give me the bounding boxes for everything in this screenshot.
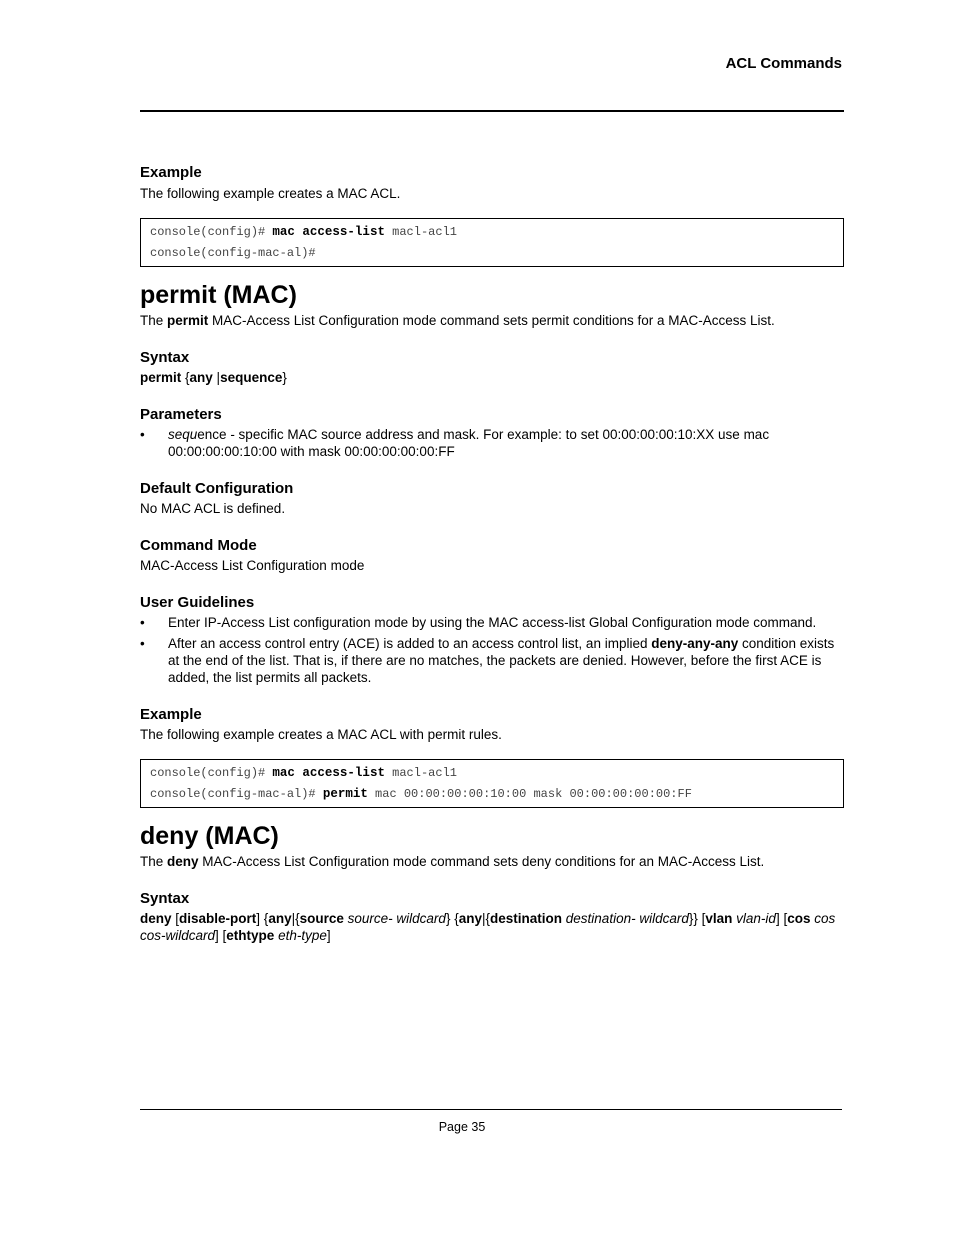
page-number: Page 35 [438, 1120, 486, 1134]
deny-intro: The deny MAC-Access List Configuration mode command sets deny conditions for an MAC-Access List. [140, 854, 765, 869]
example-heading: Example [140, 164, 202, 181]
syntax-heading: Syntax [140, 349, 190, 366]
deny-mac-title: deny (MAC) [140, 822, 279, 850]
code-line: console(config)# mac access-list macl-acl1 [150, 225, 457, 239]
code-line: console(config-mac-al)# [150, 246, 316, 260]
list-item: • Enter IP-Access List configuration mode by using the MAC access-list Global Configuration mode command. [140, 615, 817, 630]
running-header: ACL Commands [725, 55, 842, 72]
code-block [140, 759, 844, 808]
code-line: console(config)# mac access-list macl-acl1 [150, 766, 457, 780]
code-line: console(config-mac-al)# permit mac 00:00:00:00:10:00 mask 00:00:00:00:00:FF [150, 787, 692, 801]
code-block [140, 218, 844, 267]
page-content [140, 163, 844, 944]
example-description: The following example creates a MAC ACL. [140, 186, 401, 201]
default-configuration-heading: Default Configuration [140, 480, 294, 497]
permit-syntax: permit {any |sequence} [140, 370, 287, 385]
footer-divider [140, 1109, 842, 1110]
example-heading: Example [140, 706, 202, 723]
command-mode-heading: Command Mode [140, 537, 257, 554]
user-guidelines-heading: User Guidelines [140, 594, 255, 611]
parameters-heading: Parameters [140, 406, 222, 423]
parameters-list [140, 426, 844, 460]
permit-intro: The permit MAC-Access List Configuration mode command sets permit conditions for a MAC-Access List. [140, 313, 775, 328]
list-item: • After an access control entry (ACE) is added to an access control list, an implied deny-any-any condition exists at the end of the list. That is, if there are no matches, the packets are denied. However, before the first ACE is added, the list permits all packets. [140, 636, 835, 685]
user-guidelines-list [140, 614, 844, 686]
example-description: The following example creates a MAC ACL with permit rules. [140, 727, 502, 742]
default-configuration-text: No MAC ACL is defined. [140, 501, 286, 516]
deny-syntax: deny [disable-port] {any|{source source- wildcard} {any|{destination destination- wildcard}} [vlan vlan-id] [cos cos cos-wildcard] [ethtype eth-type] [140, 911, 836, 943]
permit-mac-title: permit (MAC) [140, 281, 297, 309]
list-item: • sequence - specific MAC source address and mask. For example: to set 00:00:00:00:10:XX use mac 00:00:00:00:10:00 with mask 00:00:00:00:00:FF [140, 427, 770, 459]
header-divider [140, 110, 844, 112]
syntax-heading: Syntax [140, 890, 190, 907]
command-mode-text: MAC-Access List Configuration mode [140, 558, 365, 573]
